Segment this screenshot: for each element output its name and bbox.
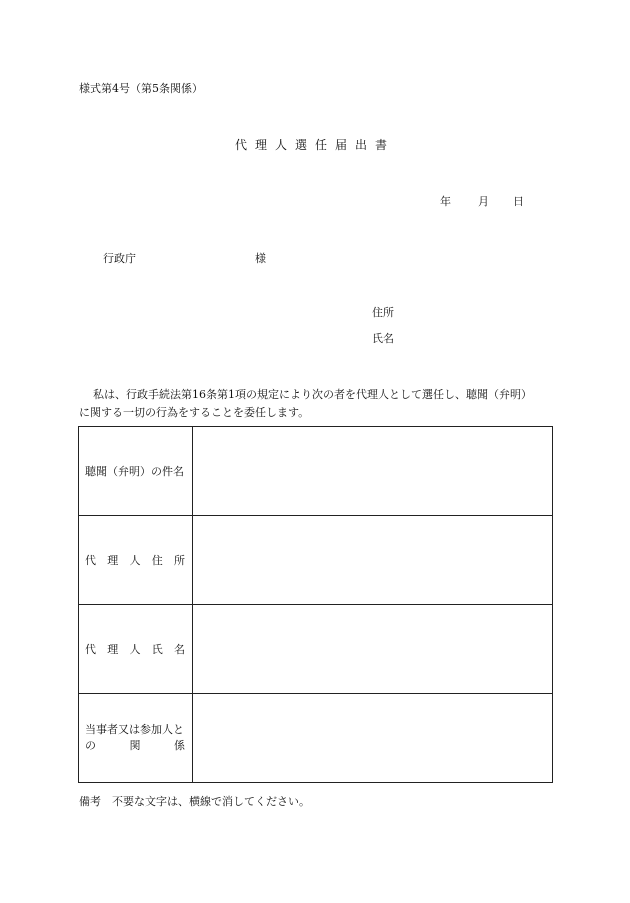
label-char: 名 (174, 643, 185, 656)
agent-address-label (79, 516, 193, 605)
document-title: 代理人選任届出書 (234, 138, 395, 152)
relationship-label-line-1: 当事者又は参加人と (85, 723, 184, 736)
remarks-note: 備考 不要な文字は、横線で消してください。 (79, 795, 310, 808)
body-line-2: に関する一切の行為をすることを委任します。 (79, 406, 310, 419)
date-month-label: 月 (478, 195, 489, 208)
applicant-name-label: 氏名 (372, 332, 394, 345)
label-char: 氏 (151, 643, 163, 656)
table-row (79, 427, 553, 516)
label-char: 理 (107, 554, 119, 567)
label-char: 所 (174, 554, 185, 567)
label-char: 代 (85, 643, 96, 656)
label-char: の (85, 739, 96, 752)
addressee-honorific: 様 (255, 252, 266, 265)
agent-name-field[interactable] (192, 605, 552, 694)
relationship-field[interactable] (192, 694, 552, 783)
body-paragraph (79, 386, 559, 422)
label-char: 係 (174, 739, 185, 752)
form-number: 様式第4号（第5条関係） (79, 82, 203, 95)
label-char: 関 (129, 739, 141, 752)
date-day-label: 日 (513, 195, 524, 208)
date-year-label: 年 (440, 195, 451, 208)
relationship-label-line-2 (85, 738, 185, 754)
label-char: 人 (129, 643, 141, 656)
hearing-subject-label: 聴聞（弁明）の件名 (79, 427, 193, 516)
hearing-subject-field[interactable] (192, 427, 552, 516)
agent-address-field[interactable] (192, 516, 552, 605)
table-row (79, 605, 553, 694)
body-line-1: 私は、行政手続法第16条第1項の規定により次の者を代理人として選任し、聴聞（弁明） (93, 388, 532, 401)
agent-details-table (78, 426, 553, 783)
label-char: 理 (107, 643, 119, 656)
table-row (79, 694, 553, 783)
label-char: 代 (85, 554, 96, 567)
addressee-name: 行政庁 (103, 252, 136, 265)
agent-name-label (79, 605, 193, 694)
label-char: 人 (129, 554, 141, 567)
applicant-address-label: 住所 (372, 306, 394, 319)
relationship-label (79, 694, 193, 783)
table-row (79, 516, 553, 605)
label-char: 住 (151, 554, 163, 567)
